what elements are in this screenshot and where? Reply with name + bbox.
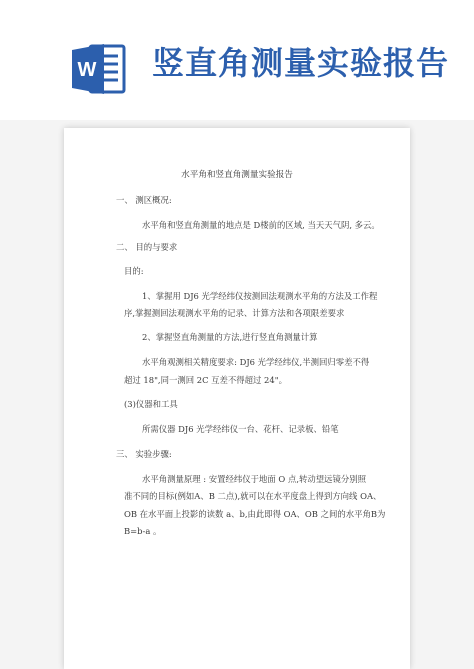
section-heading: 三、 实验步骤: xyxy=(116,449,172,459)
paragraph-line: OB 在水平面上投影的读数 a、b,由此即得 OA、OB 之间的水平角B为 xyxy=(124,509,386,519)
paragraph-line: 水平角观测相关精度要求: DJ6 光学经纬仪,半测回归零差不得 xyxy=(142,357,370,367)
paragraph-line: 序,掌握测回法观测水平角的记录、计算方法和各项限差要求 xyxy=(124,308,345,318)
word-icon-letter: W xyxy=(77,59,97,81)
paragraph-line: 1、掌握用 DJ6 光学经纬仪按测回法观测水平角的方法及工作程 xyxy=(142,291,378,301)
document-title: 水平角和竖直角测量实验报告 xyxy=(181,170,293,180)
document-page xyxy=(64,128,410,669)
section-heading: (3)仪器和工具 xyxy=(124,399,178,409)
paragraph-line: 目的: xyxy=(124,266,144,276)
banner-title: 竖直角测量实验报告 xyxy=(152,44,450,82)
paragraph-line: 水平角和竖直角测量的地点是 D楼前的区域, 当天天气阴, 多云。 xyxy=(142,220,380,230)
paragraph-line: B=b-a 。 xyxy=(124,526,162,536)
word-icon xyxy=(70,40,128,98)
section-heading: 二、 目的与要求 xyxy=(116,242,178,252)
paragraph-line: 超过 18",同一测回 2C 互差不得超过 24"。 xyxy=(124,375,287,385)
paragraph-line: 所需仪器 DJ6 光学经纬仪一台、花杆、记录板、铅笔 xyxy=(142,424,339,434)
paragraph-line: 2、掌握竖直角测量的方法,进行竖直角测量计算 xyxy=(142,332,318,342)
section-heading: 一、 测区概况: xyxy=(116,195,172,205)
paragraph-line: 准不同的目标(例如A、B 二点),就可以在水平度盘上得到方向线 OA、 xyxy=(124,491,382,501)
header-banner xyxy=(0,0,474,120)
paragraph-line: 水平角测量原理 : 安置经纬仪于地面 O 点,转动望远镜分别照 xyxy=(142,474,366,484)
